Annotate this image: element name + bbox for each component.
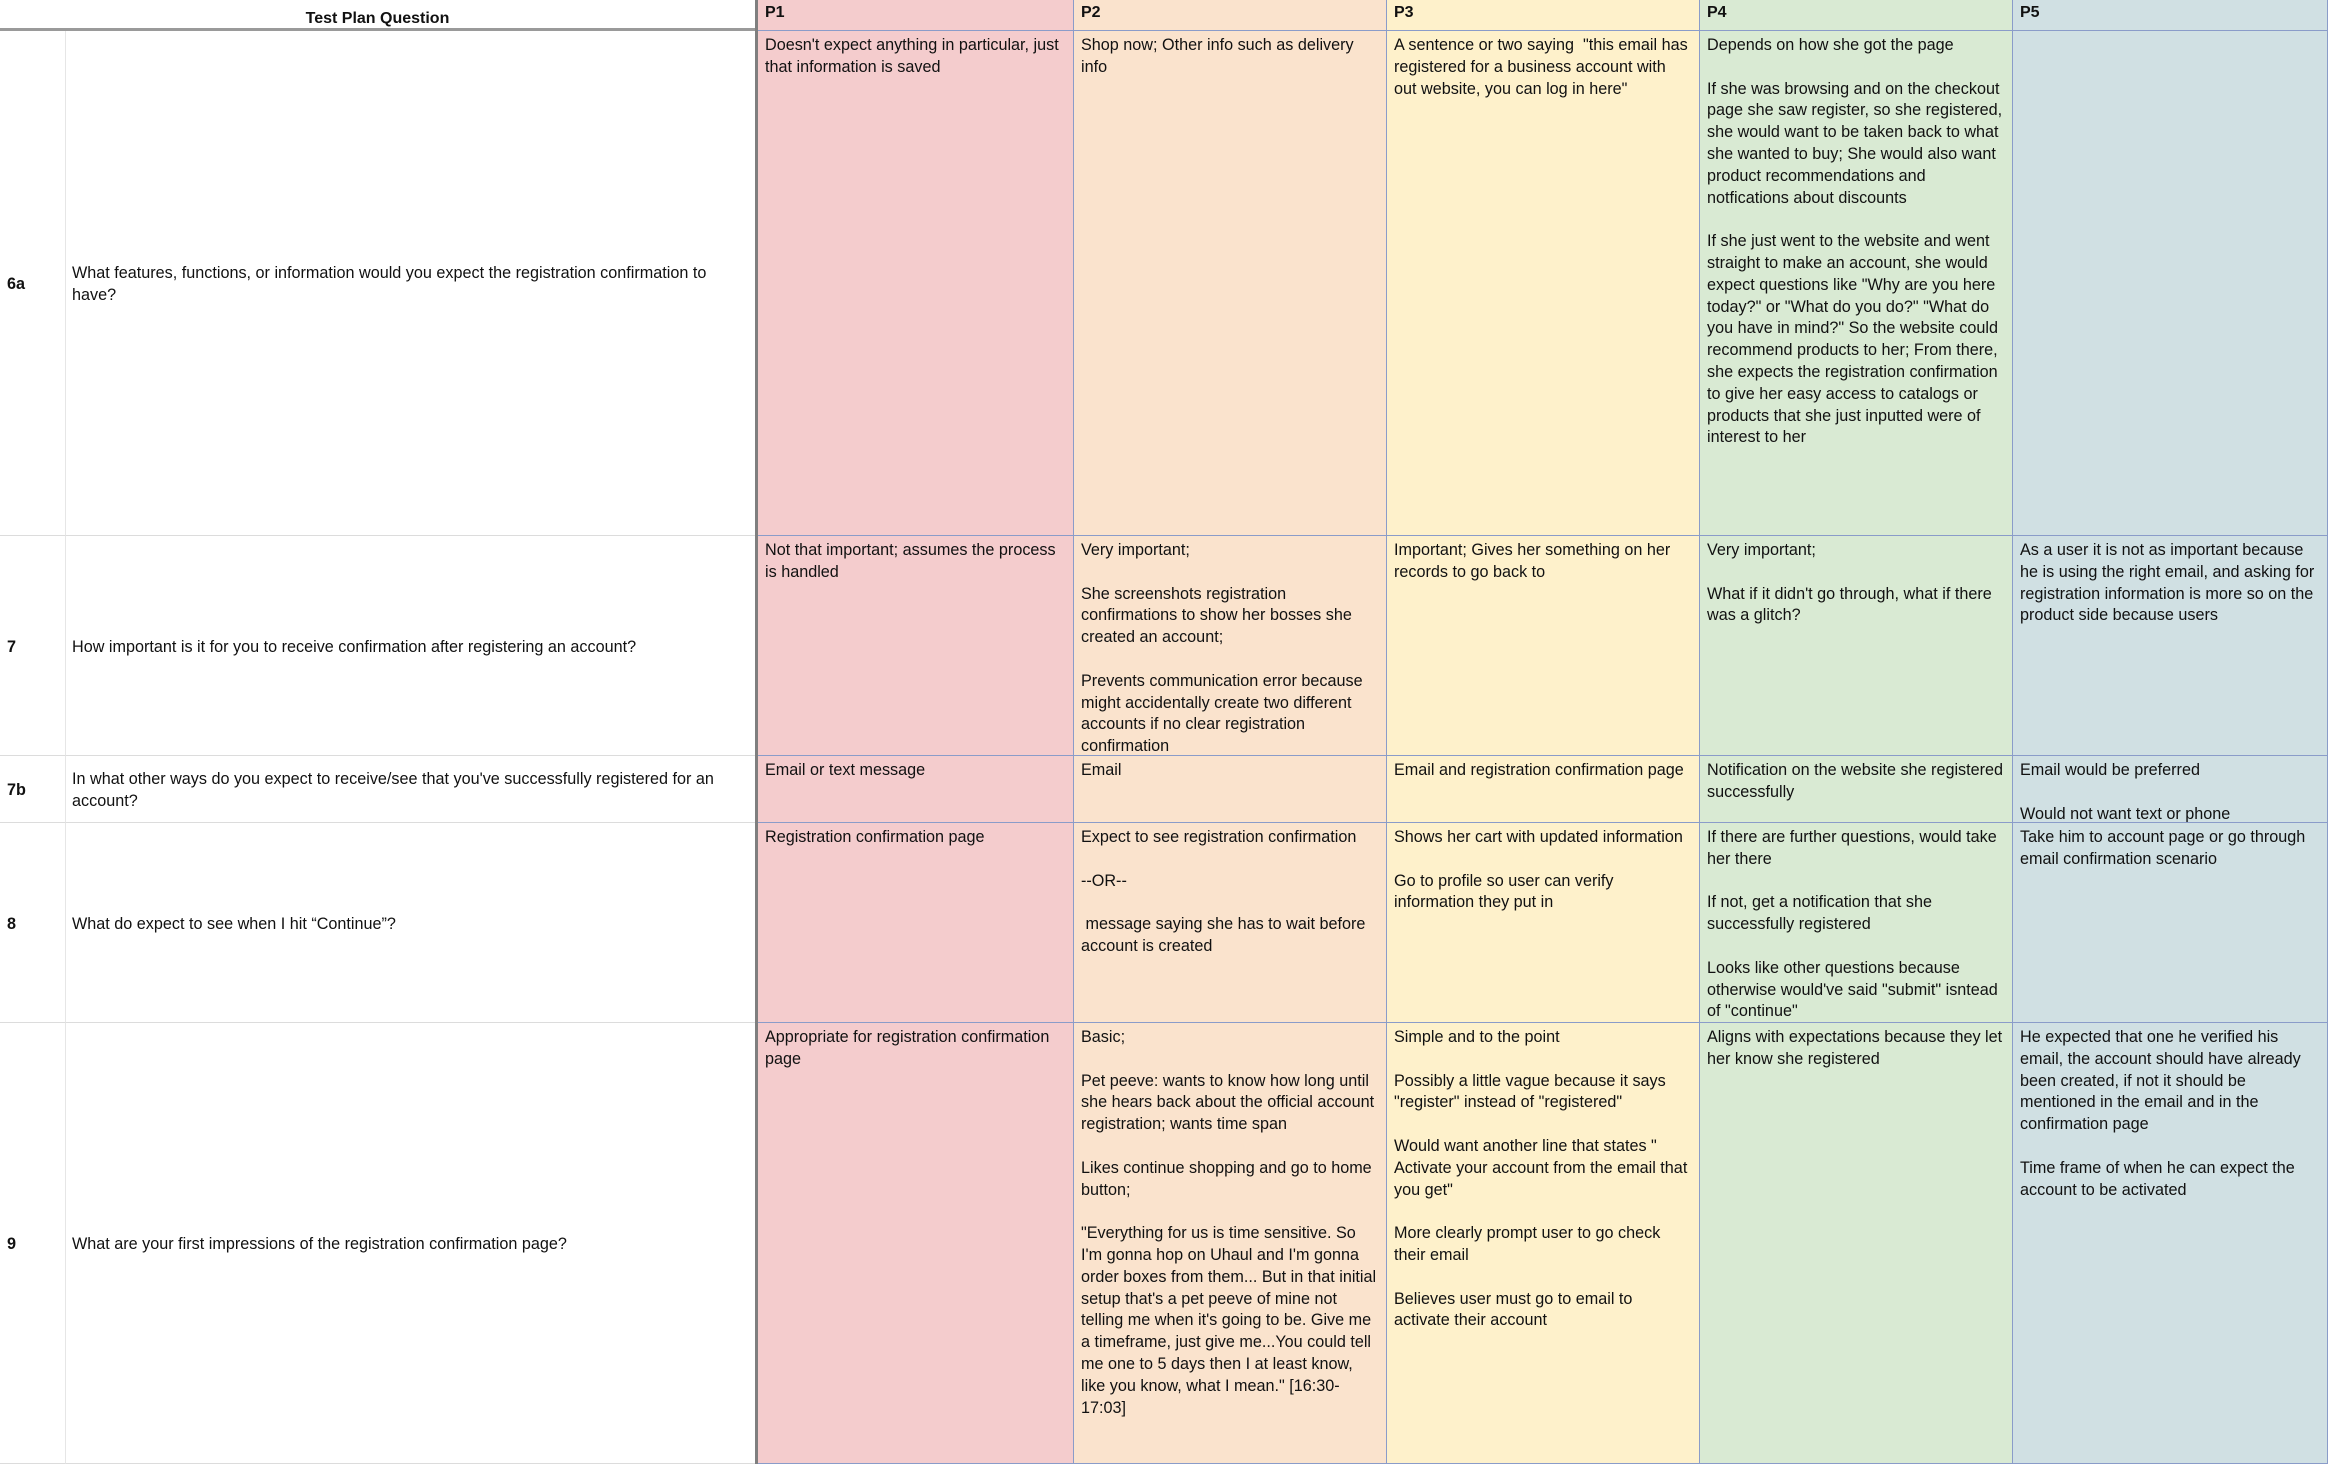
header-p3[interactable]: P3	[1387, 0, 1700, 31]
header-question-col[interactable]: Test Plan Question	[0, 0, 755, 31]
answer-8-p1[interactable]: Registration confirmation page	[758, 823, 1074, 1023]
answer-6a-p2[interactable]: Shop now; Other info such as delivery info	[1074, 31, 1387, 536]
answer-8-p5[interactable]: Take him to account page or go through email confirmation scenario	[2013, 823, 2328, 1023]
answer-6a-p4[interactable]: Depends on how she got the page If she was browsing and on the checkout page she saw register, so she registered, she would want to be taken back to what she wanted to buy; She would also want product recommendations and notfications about discounts If she just went to the website and went straight to make an account, she would expect questions like "Why are you here today?" or "What do you do?" "What do you have in mind?" So the website could recommend products to her; From there, she expects the registration confirmation to give her easy access to catalogs or products that she just inputted were of interest to her	[1700, 31, 2013, 536]
answer-9-p4[interactable]: Aligns with expectations because they let her know she registered	[1700, 1023, 2013, 1464]
row-id-6a[interactable]: 6a	[0, 31, 66, 536]
answer-7-p2[interactable]: Very important; She screenshots registration confirmations to show her bosses she created an account; Prevents communication error because might accidentally create two different accounts if no clear registration confirmation	[1074, 536, 1387, 756]
answer-9-p3[interactable]: Simple and to the point Possibly a little vague because it says "register" instead of "registered" Would want another line that states " Activate your account from the email that you get" More clearly prompt user to go check their email Believes user must go to email to activate their account	[1387, 1023, 1700, 1464]
header-p1[interactable]: P1	[758, 0, 1074, 31]
row-id-7[interactable]: 7	[0, 536, 66, 756]
answer-7b-p4[interactable]: Notification on the website she registered successfully	[1700, 756, 2013, 823]
question-8[interactable]: What do expect to see when I hit “Continue”?	[66, 823, 755, 1023]
answer-8-p4[interactable]: If there are further questions, would take her there If not, get a notification that she successfully registered Looks like other questions because otherwise would've said "submit" isntead of "continue"	[1700, 823, 2013, 1023]
row-id-8[interactable]: 8	[0, 823, 66, 1023]
question-9[interactable]: What are your first impressions of the registration confirmation page?	[66, 1023, 755, 1464]
answer-6a-p5[interactable]	[2013, 31, 2328, 536]
answer-9-p2[interactable]: Basic; Pet peeve: wants to know how long until she hears back about the official account registration; wants time span Likes continue shopping and go to home button; "Everything for us is time sensitive. So I'm gonna hop on Uhaul and I'm gonna order boxes from them... But in that initial setup that's a pet peeve of mine not telling me when it's going to be. Give me a timeframe, just give me...You could tell me one to 5 days then I at least know, like you know, what I mean." [16:30-17:03]	[1074, 1023, 1387, 1464]
row-id-9[interactable]: 9	[0, 1023, 66, 1464]
header-p2[interactable]: P2	[1074, 0, 1387, 31]
question-7b[interactable]: In what other ways do you expect to receive/see that you've successfully registered for an account?	[66, 756, 755, 823]
question-6a[interactable]: What features, functions, or information would you expect the registration confirmation to have?	[66, 31, 755, 536]
answer-9-p1[interactable]: Appropriate for registration confirmation page	[758, 1023, 1074, 1464]
answer-6a-p1[interactable]: Doesn't expect anything in particular, just that information is saved	[758, 31, 1074, 536]
header-p5[interactable]: P5	[2013, 0, 2328, 31]
answer-7-p3[interactable]: Important; Gives her something on her records to go back to	[1387, 536, 1700, 756]
answer-6a-p3[interactable]: A sentence or two saying "this email has registered for a business account with out website, you can log in here"	[1387, 31, 1700, 536]
answer-7b-p1[interactable]: Email or text message	[758, 756, 1074, 823]
answer-8-p3[interactable]: Shows her cart with updated information Go to profile so user can verify information they put in	[1387, 823, 1700, 1023]
answer-7-p1[interactable]: Not that important; assumes the process is handled	[758, 536, 1074, 756]
question-7[interactable]: How important is it for you to receive confirmation after registering an account?	[66, 536, 755, 756]
answer-7b-p5[interactable]: Email would be preferred Would not want text or phone	[2013, 756, 2328, 823]
answer-7b-p3[interactable]: Email and registration confirmation page	[1387, 756, 1700, 823]
answer-7b-p2[interactable]: Email	[1074, 756, 1387, 823]
answer-8-p2[interactable]: Expect to see registration confirmation --OR-- message saying she has to wait before account is created	[1074, 823, 1387, 1023]
answer-9-p5[interactable]: He expected that one he verified his email, the account should have already been created, if not it should be mentioned in the email and in the confirmation page Time frame of when he can expect the account to be activated	[2013, 1023, 2328, 1464]
header-p4[interactable]: P4	[1700, 0, 2013, 31]
answer-7-p5[interactable]: As a user it is not as important because he is using the right email, and asking for registration information is more so on the product side because users	[2013, 536, 2328, 756]
row-id-7b[interactable]: 7b	[0, 756, 66, 823]
answer-7-p4[interactable]: Very important; What if it didn't go through, what if there was a glitch?	[1700, 536, 2013, 756]
